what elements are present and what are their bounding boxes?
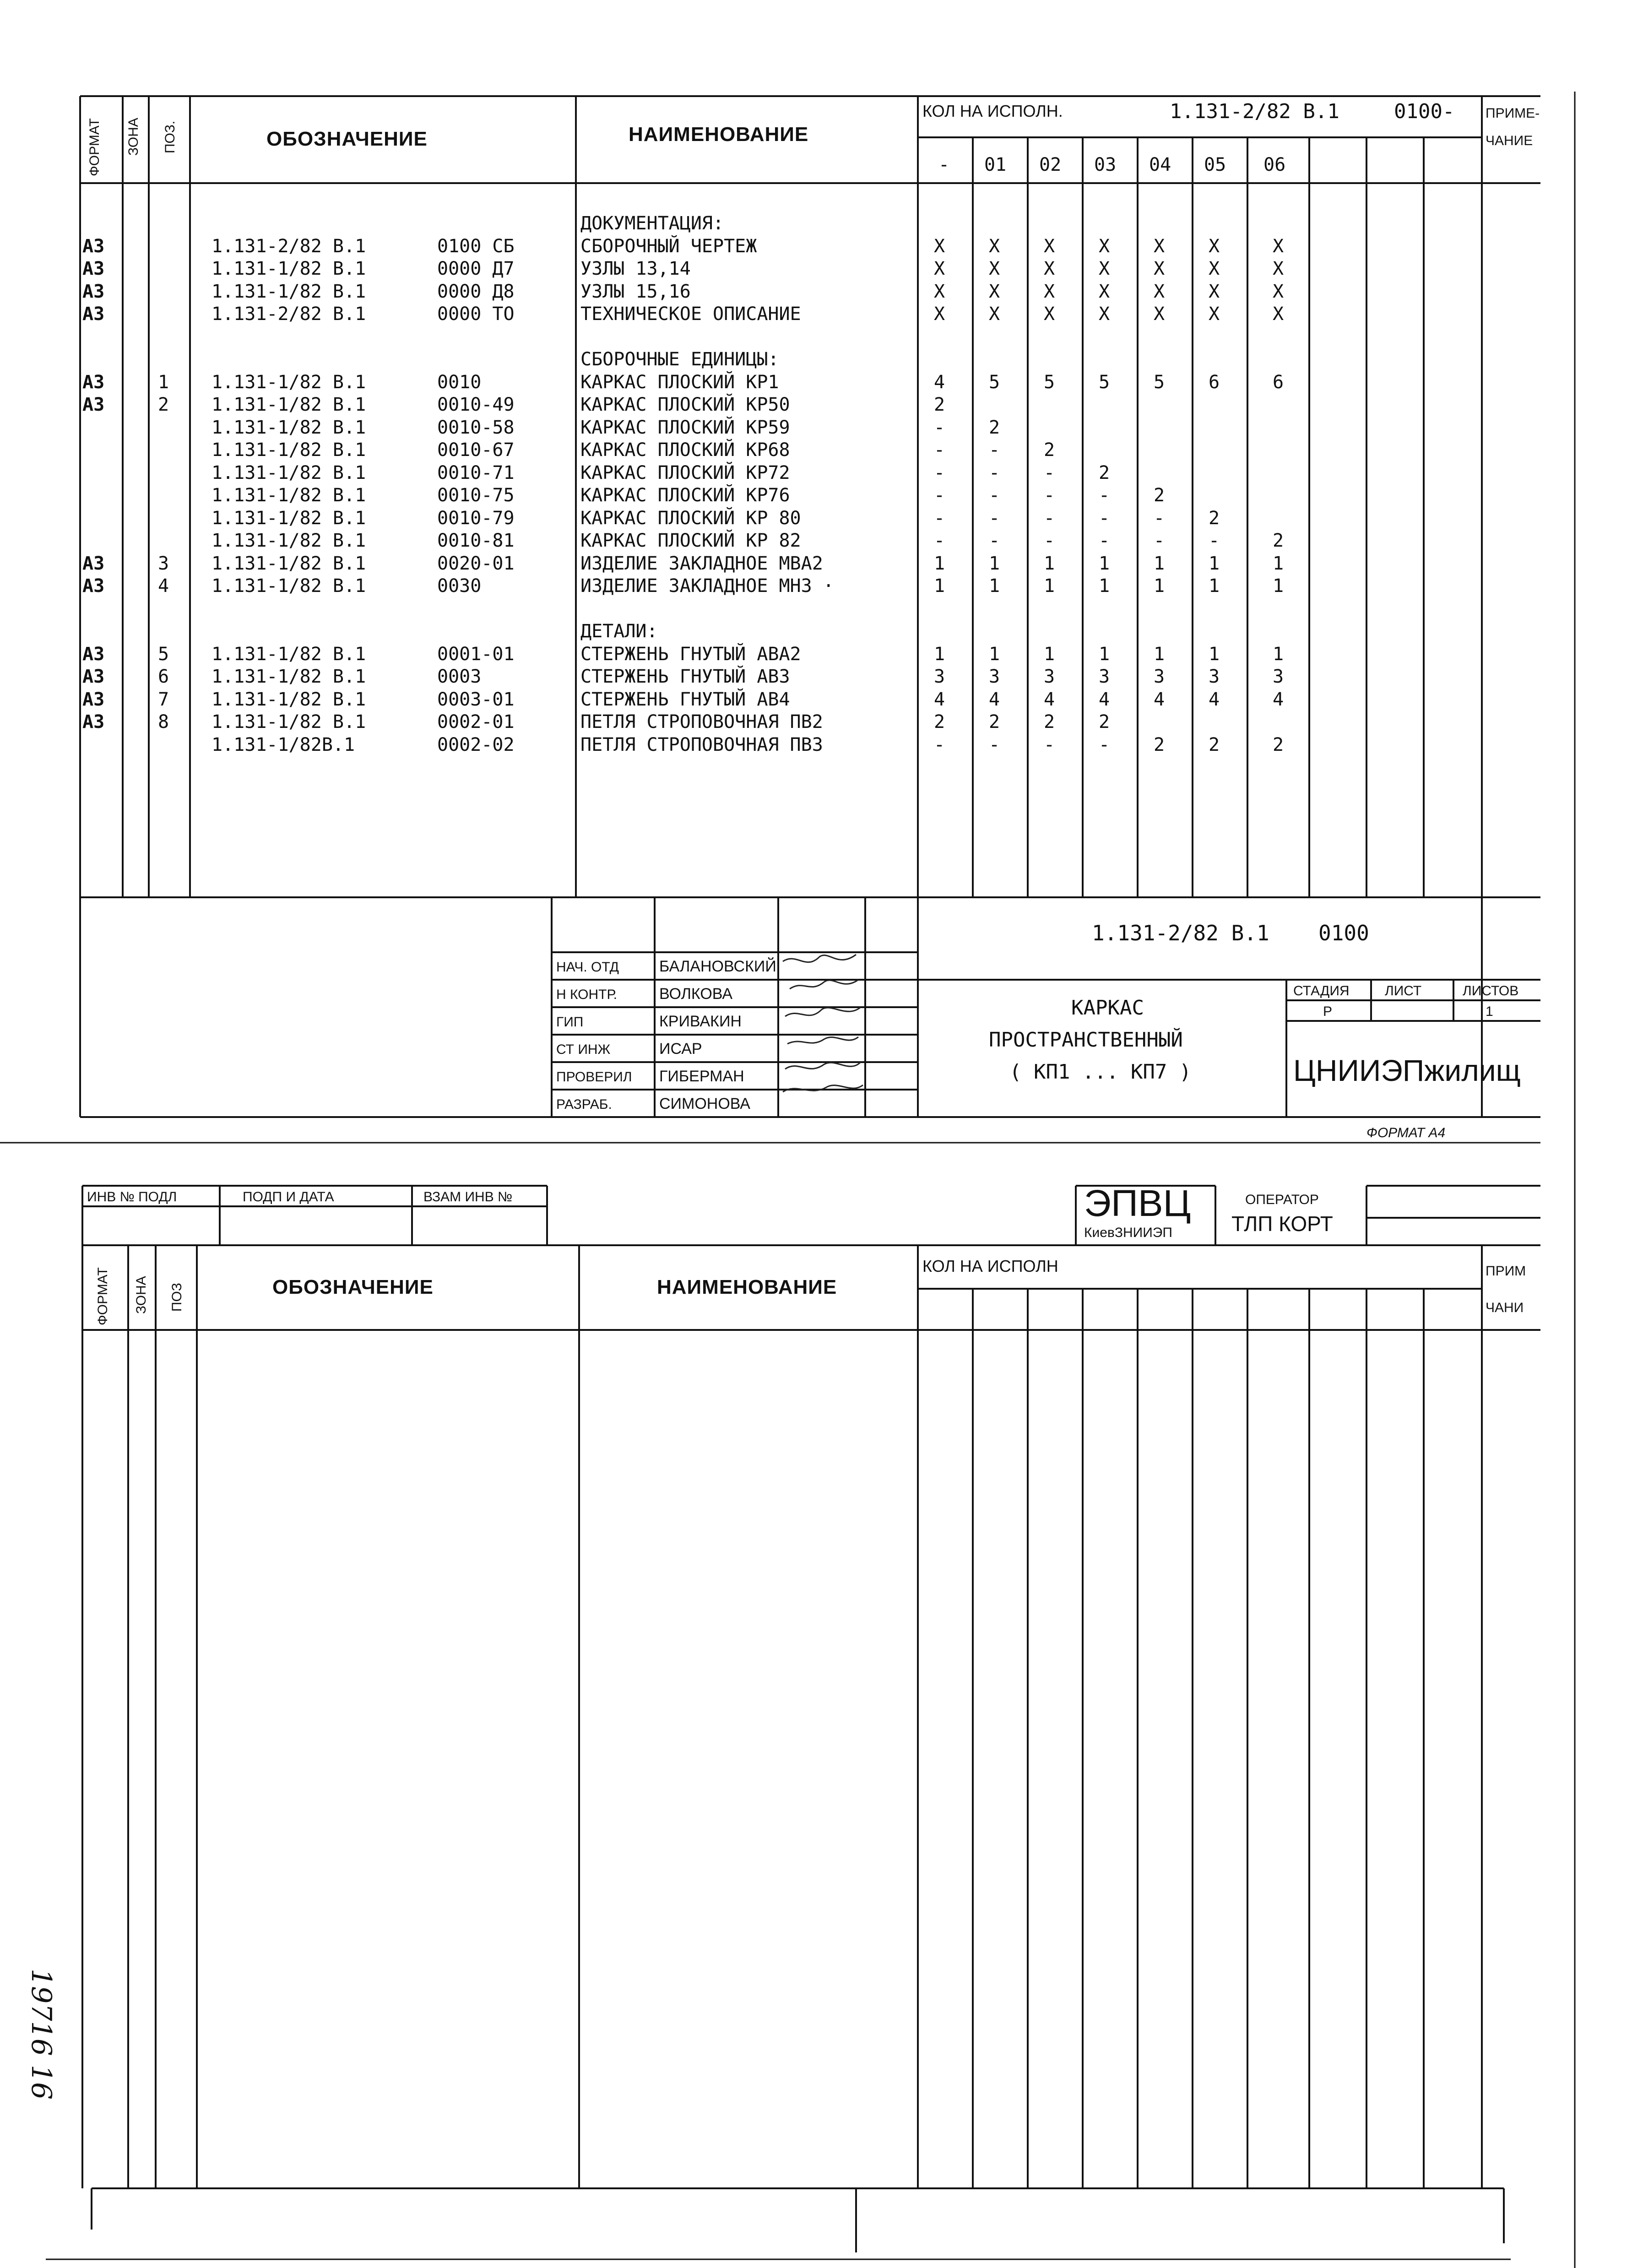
- stamp-role: СТ ИНЖ: [556, 1042, 611, 1057]
- row-qty: 1: [1044, 553, 1055, 574]
- row-qty: 2: [1044, 439, 1055, 461]
- header-designation: ОБОЗНАЧЕНИЕ: [266, 128, 428, 150]
- row-position: 5: [158, 644, 169, 665]
- row-name: ТЕХНИЧЕСКОЕ ОПИСАНИЕ: [580, 304, 801, 325]
- row-designation: 1.131-1/82 В.1: [211, 644, 366, 665]
- epvc-sub-label: КиевЗНИИЭП: [1084, 1225, 1172, 1240]
- row-qty: 1: [1099, 575, 1110, 597]
- row-qty: Х: [1044, 258, 1055, 279]
- header-note-1: ПРИМЕ-: [1486, 106, 1540, 121]
- stamp-stage-label: СТАДИЯ: [1293, 983, 1350, 998]
- row-designation: 1.131-1/82 В.1: [211, 439, 366, 461]
- row-code: 0100 СБ: [437, 236, 515, 257]
- row-qty: Х: [1099, 304, 1110, 325]
- row-designation: 1.131-1/82 В.1: [211, 281, 366, 302]
- sheet2-header-format: ФОРМАТ: [95, 1267, 110, 1325]
- row-qty: 1: [1273, 575, 1284, 597]
- row-format: А3: [82, 575, 105, 597]
- row-qty: 1: [989, 575, 1000, 597]
- variant-header: 03: [1094, 154, 1117, 175]
- sheet2-header-zone: ЗОНА: [134, 1276, 149, 1314]
- row-qty: 1: [1044, 644, 1055, 665]
- row-qty: Х: [1044, 236, 1055, 257]
- row-format: А3: [82, 258, 105, 279]
- row-qty: Х: [1154, 236, 1165, 257]
- row-qty: -: [1154, 530, 1165, 551]
- row-qty: -: [1099, 485, 1110, 506]
- row-qty: -: [934, 530, 945, 551]
- row-code: 0030: [437, 575, 482, 597]
- row-name: КАРКАС ПЛОСКИЙ КР76: [580, 485, 790, 506]
- row-qty: 4: [989, 689, 1000, 710]
- row-qty: 1: [1154, 553, 1165, 574]
- row-qty: 2: [989, 711, 1000, 732]
- row-name: КАРКАС ПЛОСКИЙ КР68: [580, 439, 790, 461]
- row-designation: 1.131-1/82 В.1: [211, 575, 366, 597]
- row-qty: Х: [1209, 304, 1220, 325]
- row-qty: Х: [989, 258, 1000, 279]
- row-code: 0002-02: [437, 734, 515, 755]
- stamp-role: РАЗРАБ.: [556, 1097, 612, 1112]
- stamp-role: ПРОВЕРИЛ: [556, 1069, 632, 1085]
- inv-label-1: ИНВ № ПОДЛ: [87, 1189, 177, 1205]
- row-qty: Х: [934, 281, 945, 302]
- row-name: КАРКАС ПЛОСКИЙ КР50: [580, 394, 790, 415]
- stamp-stage: Р: [1323, 1004, 1333, 1019]
- header-doc-num: 0100-: [1394, 100, 1455, 123]
- row-qty: -: [1099, 530, 1110, 551]
- row-name: ИЗДЕЛИЕ ЗАКЛАДНОЕ МВА2: [580, 553, 823, 574]
- row-name: СТЕРЖЕНЬ ГНУТЫЙ АВ4: [580, 689, 790, 710]
- stamp-role: НАЧ. ОТД: [556, 960, 619, 975]
- row-name: КАРКАС ПЛОСКИЙ КР59: [580, 417, 790, 438]
- row-qty: 2: [1154, 734, 1165, 755]
- row-qty: Х: [989, 236, 1000, 257]
- row-qty: 1: [1154, 575, 1165, 597]
- row-format: А3: [82, 236, 105, 257]
- row-qty: -: [989, 530, 1000, 551]
- row-format: А3: [82, 644, 105, 665]
- row-qty: 5: [1154, 372, 1165, 393]
- row-qty: Х: [1099, 281, 1110, 302]
- row-code: 0000 Д8: [437, 281, 515, 302]
- row-qty: 1: [1044, 575, 1055, 597]
- sheet2-header-pos: ПОЗ: [169, 1282, 184, 1312]
- variant-header: 04: [1149, 154, 1171, 175]
- row-designation: 1.131-1/82 В.1: [211, 462, 366, 483]
- row-qty: -: [1044, 734, 1055, 755]
- header-format: ФОРМАТ: [87, 118, 102, 176]
- row-name: КАРКАС ПЛОСКИЙ КР72: [580, 462, 790, 483]
- row-qty: 2: [1273, 530, 1284, 551]
- row-designation: 1.131-1/82 В.1: [211, 394, 366, 415]
- row-name: ДЕТАЛИ:: [580, 621, 658, 642]
- row-format: А3: [82, 281, 105, 302]
- row-qty: 1: [1209, 644, 1220, 665]
- row-qty: 5: [989, 372, 1000, 393]
- stamp-person-name: ИСАР: [659, 1040, 702, 1058]
- row-qty: 5: [1099, 372, 1110, 393]
- row-qty: Х: [1273, 236, 1284, 257]
- row-position: 8: [158, 711, 169, 732]
- row-designation: 1.131-1/82 В.1: [211, 417, 366, 438]
- row-name: ДОКУМЕНТАЦИЯ:: [580, 213, 724, 234]
- row-position: 4: [158, 575, 169, 597]
- row-name: СТЕРЖЕНЬ ГНУТЫЙ АВА2: [580, 644, 801, 665]
- row-code: 0010-79: [437, 508, 515, 529]
- row-designation: 1.131-1/82 В.1: [211, 485, 366, 506]
- row-code: 0000 Д7: [437, 258, 515, 279]
- stamp-sheets-label: ЛИСТОВ: [1463, 983, 1519, 998]
- row-format: А3: [82, 711, 105, 732]
- row-qty: -: [1044, 462, 1055, 483]
- row-qty: Х: [1273, 258, 1284, 279]
- row-code: 0003-01: [437, 689, 515, 710]
- row-qty: 2: [1273, 734, 1284, 755]
- row-designation: 1.131-2/82 В.1: [211, 304, 366, 325]
- row-qty: 2: [1099, 711, 1110, 732]
- row-qty: 2: [1154, 485, 1165, 506]
- row-designation: 1.131-1/82 В.1: [211, 711, 366, 732]
- stamp-code-num: 0100: [1318, 921, 1369, 945]
- row-position: 3: [158, 553, 169, 574]
- header-qty: КОЛ НА ИСПОЛН.: [922, 102, 1063, 120]
- row-qty: 2: [1099, 462, 1110, 483]
- stamp-person-name: ВОЛКОВА: [659, 985, 733, 1003]
- stamp-code: 1.131-2/82 В.1: [1092, 921, 1269, 945]
- row-qty: 4: [1273, 689, 1284, 710]
- row-code: 0003: [437, 666, 482, 687]
- format-label: ФОРМАТ А4: [1366, 1125, 1446, 1140]
- row-code: 0010-75: [437, 485, 515, 506]
- row-qty: -: [934, 734, 945, 755]
- variant-header: -: [938, 154, 950, 175]
- row-name: СТЕРЖЕНЬ ГНУТЫЙ АВ3: [580, 666, 790, 687]
- stamp-organization: ЦНИИЭПжилищ: [1293, 1053, 1521, 1087]
- row-qty: 3: [989, 666, 1000, 687]
- row-code: 0010-67: [437, 439, 515, 461]
- stamp-person-name: БАЛАНОВСКИЙ: [659, 958, 776, 975]
- sheet2-header-note-2: ЧАНИ: [1486, 1300, 1524, 1315]
- row-name: УЗЛЫ 15,16: [580, 281, 691, 302]
- row-qty: Х: [1209, 281, 1220, 302]
- row-qty: 1: [989, 553, 1000, 574]
- row-designation: 1.131-1/82В.1: [211, 734, 355, 755]
- row-name: КАРКАС ПЛОСКИЙ КР 82: [580, 530, 801, 551]
- row-designation: 1.131-1/82 В.1: [211, 258, 366, 279]
- row-qty: Х: [1154, 281, 1165, 302]
- row-qty: -: [989, 462, 1000, 483]
- row-qty: -: [1044, 485, 1055, 506]
- row-qty: -: [1154, 508, 1165, 529]
- row-name: ПЕТЛЯ СТРОПОВОЧНАЯ ПВ2: [580, 711, 823, 732]
- stamp-sheets: 1: [1486, 1004, 1493, 1019]
- row-qty: Х: [1044, 281, 1055, 302]
- row-name: СБОРОЧНЫЙ ЧЕРТЕЖ: [580, 236, 757, 257]
- sheet2-header-designation: ОБОЗНАЧЕНИЕ: [272, 1276, 434, 1298]
- row-qty: 6: [1273, 372, 1284, 393]
- row-qty: Х: [1273, 281, 1284, 302]
- row-qty: 1: [989, 644, 1000, 665]
- row-qty: Х: [1154, 258, 1165, 279]
- row-code: 0000 ТО: [437, 304, 515, 325]
- row-qty: Х: [1209, 236, 1220, 257]
- row-format: А3: [82, 553, 105, 574]
- row-qty: -: [934, 439, 945, 461]
- operator-value: ТЛП КОРТ: [1231, 1212, 1333, 1236]
- row-qty: 2: [1209, 734, 1220, 755]
- row-designation: 1.131-1/82 В.1: [211, 508, 366, 529]
- row-qty: 4: [1209, 689, 1220, 710]
- row-qty: 1: [934, 575, 945, 597]
- variant-header: 05: [1204, 154, 1226, 175]
- stamp-title-3: ( КП1 ... КП7 ): [1009, 1060, 1192, 1084]
- row-code: 0020-01: [437, 553, 515, 574]
- row-format: А3: [82, 394, 105, 415]
- sheet2-header-qty: КОЛ НА ИСПОЛН: [922, 1257, 1058, 1275]
- row-qty: -: [1099, 508, 1110, 529]
- row-qty: 6: [1209, 372, 1220, 393]
- row-name: КАРКАС ПЛОСКИЙ КР 80: [580, 508, 801, 529]
- row-name: ИЗДЕЛИЕ ЗАКЛАДНОЕ МН3 ·: [580, 575, 834, 597]
- row-qty: 3: [1209, 666, 1220, 687]
- row-qty: 1: [934, 644, 945, 665]
- row-qty: -: [1044, 508, 1055, 529]
- sheet2-header-note-1: ПРИМ: [1486, 1264, 1526, 1279]
- row-designation: 1.131-1/82 В.1: [211, 689, 366, 710]
- header-zone: ЗОНА: [126, 118, 141, 156]
- row-qty: 2: [989, 417, 1000, 438]
- row-qty: Х: [1273, 304, 1284, 325]
- variant-header: 02: [1039, 154, 1062, 175]
- row-qty: Х: [934, 304, 945, 325]
- row-qty: 5: [1044, 372, 1055, 393]
- row-qty: -: [1209, 530, 1220, 551]
- row-qty: -: [934, 462, 945, 483]
- stamp-title-2: ПРОСТРАНСТВЕННЫЙ: [989, 1028, 1183, 1052]
- row-format: А3: [82, 666, 105, 687]
- row-qty: 1: [934, 553, 945, 574]
- row-qty: 3: [1154, 666, 1165, 687]
- stamp-person-name: КРИВАКИН: [659, 1013, 742, 1030]
- row-position: 1: [158, 372, 169, 393]
- row-qty: Х: [1099, 258, 1110, 279]
- row-designation: 1.131-1/82 В.1: [211, 666, 366, 687]
- row-qty: 2: [1044, 711, 1055, 732]
- row-qty: 1: [1154, 644, 1165, 665]
- row-qty: 4: [1154, 689, 1165, 710]
- row-qty: 3: [1273, 666, 1284, 687]
- row-position: 6: [158, 666, 169, 687]
- stamp-sheet-label: ЛИСТ: [1385, 983, 1422, 998]
- row-qty: 3: [1099, 666, 1110, 687]
- row-code: 0002-01: [437, 711, 515, 732]
- row-qty: Х: [934, 258, 945, 279]
- row-qty: -: [989, 485, 1000, 506]
- row-qty: 4: [934, 372, 945, 393]
- row-code: 0010-81: [437, 530, 515, 551]
- row-qty: 4: [934, 689, 945, 710]
- row-qty: Х: [989, 281, 1000, 302]
- variant-header: 06: [1263, 154, 1286, 175]
- row-designation: 1.131-1/82 В.1: [211, 530, 366, 551]
- sheet2-header-name: НАИМЕНОВАНИЕ: [657, 1276, 837, 1298]
- header-note-2: ЧАНИЕ: [1486, 133, 1533, 148]
- row-qty: Х: [1209, 258, 1220, 279]
- row-format: А3: [82, 372, 105, 393]
- row-qty: -: [934, 417, 945, 438]
- row-qty: 3: [934, 666, 945, 687]
- operator-label: ОПЕРАТОР: [1245, 1192, 1319, 1207]
- row-qty: 2: [934, 394, 945, 415]
- row-qty: Х: [934, 236, 945, 257]
- row-designation: 1.131-2/82 В.1: [211, 236, 366, 257]
- inv-label-2: ПОДП И ДАТА: [243, 1189, 334, 1205]
- stamp-role: ГИП: [556, 1015, 584, 1030]
- row-name: КАРКАС ПЛОСКИЙ КР1: [580, 372, 779, 393]
- row-qty: Х: [1154, 304, 1165, 325]
- row-format: А3: [82, 689, 105, 710]
- row-name: СБОРОЧНЫЕ ЕДИНИЦЫ:: [580, 349, 779, 370]
- row-qty: 1: [1273, 553, 1284, 574]
- row-qty: -: [989, 439, 1000, 461]
- row-code: 0010-71: [437, 462, 515, 483]
- row-qty: Х: [1099, 236, 1110, 257]
- row-qty: 2: [1209, 508, 1220, 529]
- row-qty: 3: [1044, 666, 1055, 687]
- row-qty: -: [934, 485, 945, 506]
- row-code: 0001-01: [437, 644, 515, 665]
- row-qty: -: [1044, 530, 1055, 551]
- header-name: НАИМЕНОВАНИЕ: [629, 123, 809, 146]
- row-qty: 1: [1209, 553, 1220, 574]
- row-qty: 1: [1273, 644, 1284, 665]
- row-designation: 1.131-1/82 В.1: [211, 553, 366, 574]
- row-code: 0010-49: [437, 394, 515, 415]
- row-qty: 4: [1044, 689, 1055, 710]
- header-doc-ref: 1.131-2/82 В.1: [1170, 100, 1339, 123]
- stamp-person-name: СИМОНОВА: [659, 1095, 750, 1112]
- row-code: 0010-58: [437, 417, 515, 438]
- row-qty: 1: [1099, 644, 1110, 665]
- handwritten-side-note: 19716 16: [25, 1969, 57, 2100]
- row-qty: Х: [1044, 304, 1055, 325]
- row-position: 2: [158, 394, 169, 415]
- row-qty: -: [989, 508, 1000, 529]
- row-qty: 2: [934, 711, 945, 732]
- row-qty: -: [989, 734, 1000, 755]
- inv-label-3: ВЗАМ ИНВ №: [423, 1189, 513, 1205]
- stamp-title-1: КАРКАС: [1071, 996, 1144, 1020]
- row-qty: -: [1099, 734, 1110, 755]
- row-qty: 1: [1099, 553, 1110, 574]
- stamp-role: Н КОНТР.: [556, 987, 618, 1002]
- row-qty: 1: [1209, 575, 1220, 597]
- row-position: 7: [158, 689, 169, 710]
- row-qty: 4: [1099, 689, 1110, 710]
- signatures-drawing: [778, 929, 870, 1094]
- epvc-label: ЭПВЦ: [1084, 1183, 1191, 1224]
- row-name: ПЕТЛЯ СТРОПОВОЧНАЯ ПВ3: [580, 734, 823, 755]
- row-qty: Х: [989, 304, 1000, 325]
- stamp-person-name: ГИБЕРМАН: [659, 1068, 744, 1085]
- header-pos: ПОЗ.: [163, 120, 178, 153]
- row-qty: -: [934, 508, 945, 529]
- variant-header: 01: [984, 154, 1007, 175]
- row-designation: 1.131-1/82 В.1: [211, 372, 366, 393]
- row-code: 0010: [437, 372, 482, 393]
- row-format: А3: [82, 304, 105, 325]
- row-name: УЗЛЫ 13,14: [580, 258, 691, 279]
